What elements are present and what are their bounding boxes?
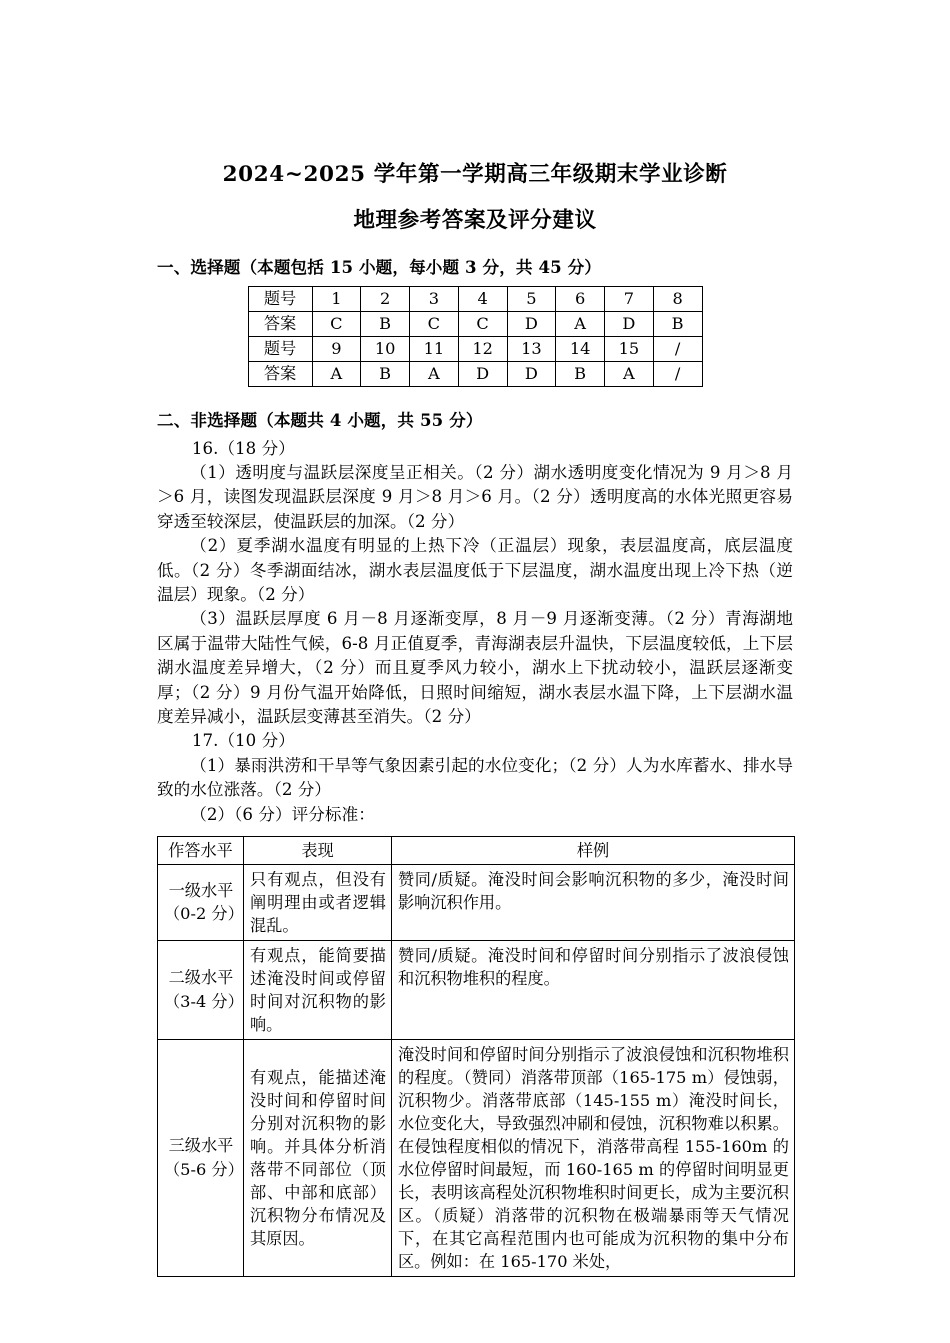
question-16-part-2: （2）夏季湖水温度有明显的上热下冷（正温层）现象，表层温度高，底层温度低。（2 分）冬季湖面结冰，湖水表层温度低于下层温度，湖水温度出现上冷下热（逆温层）现象。（2 分） <box>157 536 793 605</box>
table-cell: D <box>458 361 507 386</box>
question-16-number: 16.（18 分） <box>191 438 295 458</box>
column-header-level: 作答水平 <box>158 836 244 864</box>
rubric-performance-cell: 有观点，能简要描述淹没时间或停留时间对沉积物的影响。 <box>244 940 392 1039</box>
rubric-level-name: 三级水平 <box>168 1136 234 1156</box>
table-row <box>248 361 702 386</box>
table-cell: 7 <box>605 286 654 311</box>
rubric-level-score: （0-2 分） <box>164 904 244 924</box>
table-cell: A <box>556 311 605 336</box>
table-cell: 14 <box>556 336 605 361</box>
scoring-rubric-table <box>157 836 795 1277</box>
rubric-performance-cell: 只有观点，但没有阐明理由或者逻辑混乱。 <box>244 864 392 940</box>
rubric-level-score: （3-4 分） <box>164 991 244 1011</box>
question-16-part-1: （1）透明度与温跃层深度呈正相关。（2 分）湖水透明度变化情况为 9 月＞8 月＞6 月，读图发现温跃层深度 9 月＞8 月＞6 月。（2 分）透明度高的水体光照更容易穿透至较深层，使温跃层的加深。（2 分） <box>157 463 793 531</box>
table-cell: 15 <box>605 336 654 361</box>
rubric-example-cell: 赞同/质疑。淹没时间会影响沉积物的多少，淹没时间影响沉积作用。 <box>392 864 795 940</box>
rubric-example-cell: 赞同/质疑。淹没时间和停留时间分别指示了波浪侵蚀和沉积物堆积的程度。 <box>392 940 795 1039</box>
table-cell: B <box>556 361 605 386</box>
rubric-level-name: 一级水平 <box>168 880 234 900</box>
question-17-part-2: （2）（6 分）评分标准： <box>190 804 375 824</box>
table-header-row <box>158 836 795 864</box>
table-cell: 8 <box>653 286 702 311</box>
question-17-part-1: （1）暴雨洪涝和干旱等气象因素引起的水位变化；（2 分）人为水库蓄水、排水导致的水位涨落。（2 分） <box>157 755 793 800</box>
row-label: 题号 <box>248 336 312 361</box>
multiple-choice-answer-table <box>248 286 703 387</box>
table-cell: B <box>361 311 410 336</box>
question-16-part-3: （3）温跃层厚度 6 月－8 月逐渐变厚，8 月－9 月逐渐变薄。（2 分）青海湖地区属于温带大陆性气候，6-8 月正值夏季，青海湖表层升温快，下层温度较低，上下层湖水温度差异增大，（2 分）而且夏季风力较小，湖水上下扰动较小，温跃层逐渐变厚；（2 分）9 月份气温开始降低，日照时间缩短，湖水表层水温下降，上下层湖水温度差异减小，温跃层变薄甚至消失。（2 分） <box>157 609 793 726</box>
table-cell: B <box>361 361 410 386</box>
table-cell: 3 <box>410 286 459 311</box>
table-cell: 12 <box>458 336 507 361</box>
column-header-performance: 表现 <box>244 836 392 864</box>
table-row <box>248 286 702 311</box>
table-cell: 4 <box>458 286 507 311</box>
table-cell: A <box>312 361 361 386</box>
rubric-example-cell: 淹没时间和停留时间分别指示了波浪侵蚀和沉积物堆积的程度。（赞同）消落带顶部（165-175 m）侵蚀弱，沉积物少。消落带底部（145-155 m）淹没时间长，水位变化大，导致强烈冲刷和侵蚀，沉积物难以积累。在侵蚀程度相似的情况下，消落带高程 155-160m 的水位停留时间最短，而 160-165 m 的停留时间明显更长，表明该高程处沉积物堆积时间更长，成为主要沉积区。（质疑）消落带的沉积物在极端暴雨等天气情况下，在其它高程范围内也可能成为沉积物的集中分布区。例如：在 165-170 米处， <box>392 1039 795 1276</box>
rubric-level-score: （5-6 分） <box>164 1159 244 1179</box>
table-row <box>158 864 795 940</box>
table-cell: 11 <box>410 336 459 361</box>
table-cell: D <box>605 311 654 336</box>
table-cell: 1 <box>312 286 361 311</box>
rubric-performance-cell: 有观点，能描述淹没时间和停留时间分别对沉积物的影响。并具体分析消落带不同部位（顶部、中部和底部）沉积物分布情况及其原因。 <box>244 1039 392 1276</box>
page-title-line2: 地理参考答案及评分建议 <box>353 207 597 233</box>
table-cell: 9 <box>312 336 361 361</box>
table-cell: C <box>410 311 459 336</box>
table-cell: / <box>653 336 702 361</box>
question-17-number: 17.（10 分） <box>191 731 295 751</box>
table-row <box>248 336 702 361</box>
rubric-level-cell <box>158 1039 244 1276</box>
table-cell: D <box>507 361 556 386</box>
row-label: 答案 <box>248 361 312 386</box>
table-cell: / <box>653 361 702 386</box>
section-heading-free-response: 二、非选择题（本题共 4 小题，共 55 分） <box>157 409 483 430</box>
table-cell: 10 <box>361 336 410 361</box>
rubric-level-cell <box>158 940 244 1039</box>
table-cell: B <box>653 311 702 336</box>
row-label: 题号 <box>248 286 312 311</box>
table-cell: A <box>410 361 459 386</box>
row-label: 答案 <box>248 311 312 336</box>
column-header-example: 样例 <box>392 836 795 864</box>
table-cell: 6 <box>556 286 605 311</box>
table-row <box>158 940 795 1039</box>
table-cell: C <box>312 311 361 336</box>
table-cell: 2 <box>361 286 410 311</box>
table-cell: A <box>605 361 654 386</box>
table-cell: 13 <box>507 336 556 361</box>
page-content <box>157 0 793 1277</box>
section-heading-multiple-choice: 一、选择题（本题包括 15 小题，每小题 3 分，共 45 分） <box>157 256 602 277</box>
table-row <box>158 1039 795 1276</box>
answer-table-container <box>157 279 793 387</box>
rubric-level-cell <box>158 864 244 940</box>
page-title-line1: 2024~2025 学年第一学期高三年级期末学业诊断 <box>222 162 728 187</box>
table-row <box>248 311 702 336</box>
table-cell: 5 <box>507 286 556 311</box>
rubric-level-name: 二级水平 <box>168 968 234 988</box>
table-cell: C <box>458 311 507 336</box>
table-cell: D <box>507 311 556 336</box>
